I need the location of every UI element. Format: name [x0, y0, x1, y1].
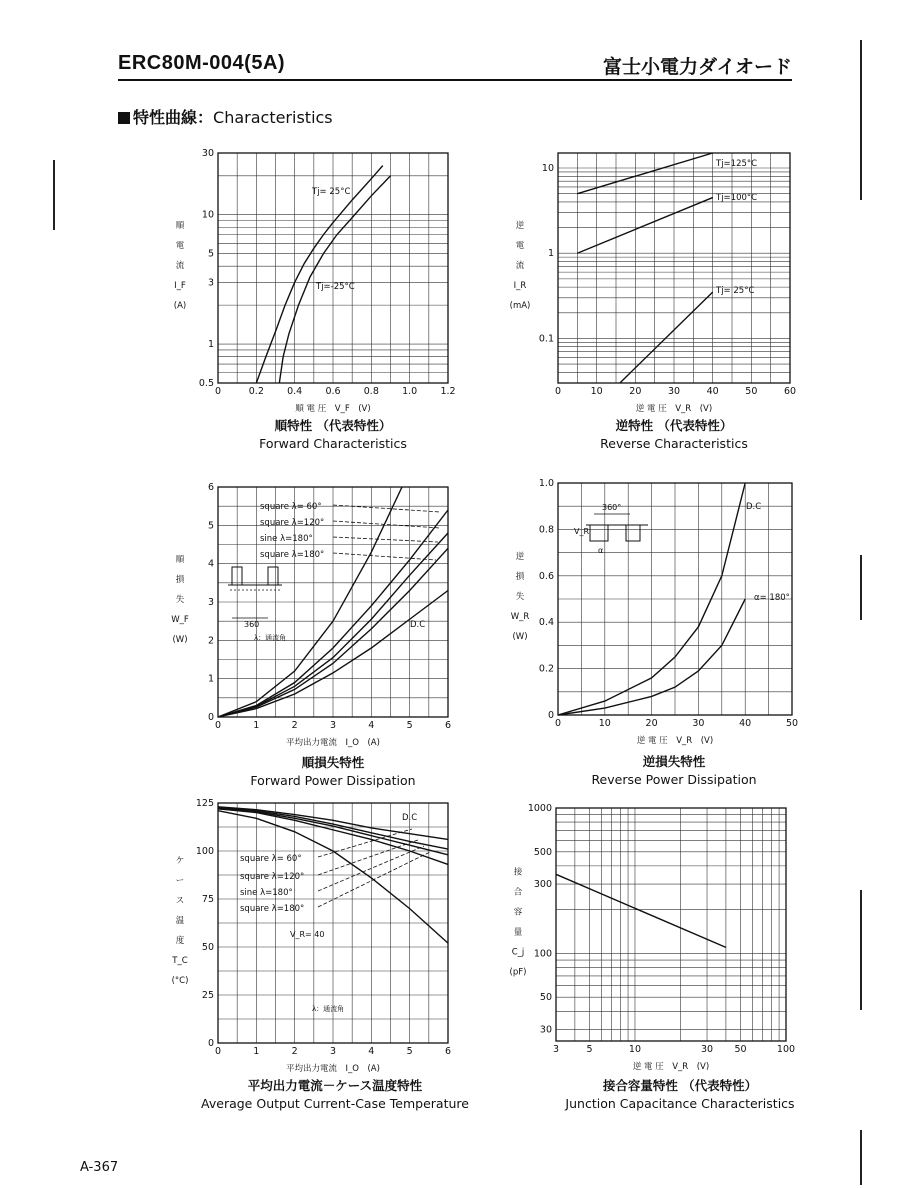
section-title-jp: 特性曲線：	[133, 108, 214, 127]
cap-caption-en: Junction Capacitance Characteristics	[565, 1096, 795, 1111]
cap-y-tick-label: 100	[533, 948, 552, 960]
cap-y-axis-label: C_j	[511, 947, 525, 958]
rpd-y-tick-label: 0.6	[538, 570, 554, 582]
series-label: Tj=-25°C	[316, 282, 355, 292]
fpd-leader-line	[333, 553, 436, 560]
fpd-y-tick-label: 6	[207, 482, 214, 493]
tc-y-axis-label: (°C)	[171, 976, 189, 986]
tc-y-tick-label: 100	[195, 846, 214, 857]
rpd-x-tick-label: 50	[785, 718, 799, 729]
rev-x-tick-label: 10	[590, 386, 603, 397]
waveform-pulse-shape	[268, 567, 278, 585]
fwd-x-tick-label: 0.4	[287, 386, 303, 397]
series-label: Tj=100°C	[716, 193, 758, 203]
rev-y-axis-label: 電	[515, 241, 525, 251]
series-label: square λ=180°	[260, 550, 325, 560]
tc-y-axis-label: ス	[175, 896, 185, 906]
cap-series-line	[556, 874, 726, 947]
fwd-y-axis-label: 電	[175, 241, 185, 251]
cap-x-tick-label: 5	[586, 1044, 593, 1055]
tc-x-axis-label: 平均出力電流 I_O (A)	[286, 1064, 380, 1074]
fwd-y-axis-label: 順	[175, 221, 185, 231]
rpd-x-tick-label: 10	[598, 718, 611, 729]
forward-caption	[218, 417, 448, 453]
series-label: square λ=120°	[240, 872, 305, 882]
tc-y-axis-label: 温	[175, 916, 185, 926]
cap-x-tick-label: 10	[628, 1044, 642, 1055]
fpd-y-tick-label: 0	[207, 712, 214, 723]
fwd-x-tick-label: 1.2	[440, 386, 456, 397]
fpd-x-tick-label: 1	[253, 720, 260, 731]
rpd-x-tick-label: 0	[554, 718, 562, 729]
cap-y-axis-label: 量	[513, 927, 523, 938]
tc-y-tick-label: 25	[201, 990, 214, 1001]
cap-y-tick-label: 30	[539, 1024, 552, 1036]
chart-annotation: 360°	[602, 503, 622, 512]
fwd-y-axis-label: I_F	[174, 281, 186, 291]
tc-y-axis-label: ー	[175, 876, 185, 886]
cap-y-axis-label: 容	[513, 907, 523, 918]
rev-y-tick-label: 1	[547, 248, 554, 260]
rpd-y-axis-label: W_R	[510, 612, 530, 622]
section-title-en: Characteristics	[213, 108, 333, 127]
tc-caption	[190, 1077, 480, 1113]
rev-y-axis-label: 流	[515, 261, 525, 271]
cap-caption	[550, 1077, 810, 1113]
rpd-y-axis-label: (W)	[512, 632, 528, 642]
rpd-y-axis-label: 損	[515, 572, 525, 582]
cap-x-tick-label: 30	[700, 1044, 714, 1055]
rev-x-tick-label: 30	[667, 386, 681, 397]
fpd-y-tick-label: 2	[207, 635, 214, 647]
rev-y-tick-label: 10	[541, 163, 554, 175]
rev-x-tick-label: 40	[706, 386, 719, 397]
reverse-caption	[558, 417, 790, 453]
series-label: D.C	[410, 620, 426, 630]
fwd-y-tick-label: 0.5	[198, 378, 214, 389]
fpd-x-tick-label: 4	[368, 720, 375, 731]
rev-x-tick-label: 0	[554, 386, 562, 397]
tc-y-axis-label: T_C	[172, 956, 188, 966]
rev-y-axis-label: I_R	[513, 281, 527, 291]
rpd-y-tick-label: 0.2	[538, 663, 554, 675]
rpd-y-tick-label: 0.8	[538, 524, 554, 536]
fwd-y-tick-label: 10	[201, 209, 214, 221]
fpd-x-tick-label: 6	[444, 720, 452, 731]
rev-x-tick-label: 60	[783, 386, 797, 397]
tc-y-tick-label: 50	[201, 942, 214, 953]
cap-x-tick-label: 50	[734, 1044, 747, 1055]
series-label: square λ=120°	[260, 518, 325, 528]
fwd-y-tick-label: 3	[207, 277, 214, 289]
cap-caption-jp: 接合容量特性 （代表特性）	[602, 1078, 758, 1093]
rev-series-line	[577, 198, 712, 254]
rpd-x-tick-label: 20	[645, 718, 658, 729]
series-label: Tj= 25°C	[716, 286, 755, 296]
fwd-y-tick-label: 1	[207, 339, 214, 351]
fwd-x-tick-label: 0	[214, 386, 222, 397]
fwd-y-tick-label: 30	[201, 148, 214, 159]
fpd-leader-line	[333, 521, 440, 528]
series-label: Tj= 25°C	[312, 187, 351, 197]
rev-x-tick-label: 20	[629, 386, 642, 397]
chart-annotation: 360	[244, 620, 260, 629]
fpd-y-axis-label: 損	[175, 575, 185, 585]
cap-y-tick-label: 500	[533, 846, 552, 858]
tc-x-tick-label: 4	[368, 1046, 375, 1057]
page-number: A-367	[80, 1160, 119, 1175]
rpd-y-axis-label: 逆	[515, 552, 525, 562]
tc-caption-jp: 平均出力電流－ケース温度特性	[247, 1078, 423, 1093]
fwd-y-tick-label: 5	[207, 248, 214, 260]
series-label: square λ=180°	[240, 904, 305, 914]
series-label: D.C	[746, 502, 762, 512]
chart-annotation: V_R	[574, 527, 590, 536]
cap-y-axis-label: (pF)	[509, 967, 527, 978]
cap-x-tick-label: 100	[776, 1044, 796, 1055]
fpd-caption-jp: 順損失特性	[301, 755, 365, 770]
fwd-x-tick-label: 0.2	[248, 386, 264, 397]
cap-y-tick-label: 50	[539, 992, 552, 1004]
rpd-pulse-shape	[590, 525, 608, 541]
tc-x-tick-label: 6	[444, 1046, 452, 1057]
fpd-y-axis-label: 失	[175, 595, 185, 605]
fpd-x-axis-label: 平均出力電流 I_O (A)	[286, 738, 380, 748]
series-label: sine λ=180°	[260, 534, 313, 544]
forward-caption-jp: 順特性 （代表特性）	[274, 418, 392, 433]
tc-x-tick-label: 3	[329, 1046, 337, 1057]
fpd-y-tick-label: 3	[207, 597, 214, 608]
tc-x-tick-label: 2	[291, 1046, 298, 1057]
tc-y-tick-label: 75	[201, 894, 214, 905]
rev-series-line	[577, 153, 712, 194]
rev-x-tick-label: 50	[745, 386, 758, 397]
rev-y-axis-label: 逆	[515, 221, 525, 231]
chart-annotation: V_R= 40	[290, 930, 325, 939]
rpd-x-axis-label: 逆 電 圧 V_R (V)	[636, 736, 714, 746]
rpd-caption	[556, 753, 792, 789]
rpd-y-tick-label: 0.4	[538, 617, 554, 629]
fpd-x-tick-label: 3	[329, 720, 337, 731]
tc-leader-line	[318, 846, 424, 891]
fpd-caption-en: Forward Power Dissipation	[250, 773, 416, 788]
rev-series-line	[620, 292, 713, 383]
forward-caption-en: Forward Characteristics	[259, 436, 407, 451]
rev-x-axis-label: 逆 電 圧 V_R (V)	[635, 404, 713, 414]
fwd-x-tick-label: 0.6	[325, 386, 341, 397]
rpd-y-tick-label: 0	[547, 710, 554, 721]
cap-y-axis-label: 接	[513, 867, 523, 878]
reverse-caption-en: Reverse Characteristics	[600, 436, 748, 451]
fpd-y-tick-label: 5	[207, 520, 214, 532]
rpd-caption-jp: 逆損失特性	[642, 754, 706, 769]
chart-annotation: λ：通流角	[312, 1005, 345, 1013]
fwd-x-axis-label: 順 電 圧 V_F (V)	[295, 404, 371, 414]
reverse-caption-jp: 逆特性 （代表特性）	[615, 418, 733, 433]
fpd-y-tick-label: 4	[207, 558, 214, 570]
tc-y-tick-label: 125	[195, 798, 214, 809]
fpd-y-axis-label: W_F	[171, 615, 189, 625]
fpd-y-axis-label: (W)	[172, 635, 188, 645]
tc-x-tick-label: 0	[214, 1046, 222, 1057]
fpd-x-tick-label: 0	[214, 720, 222, 731]
cap-x-axis-label: 逆 電 圧 V_R (V)	[632, 1062, 710, 1072]
cap-x-tick-label: 3	[552, 1044, 560, 1055]
cap-y-tick-label: 1000	[527, 803, 552, 814]
cap-y-axis-label: 合	[513, 887, 523, 898]
fwd-x-tick-label: 0.8	[363, 386, 379, 397]
fpd-x-tick-label: 2	[291, 720, 298, 731]
rev-y-tick-label: 0.1	[538, 333, 554, 345]
tc-x-tick-label: 1	[253, 1046, 260, 1057]
tc-y-axis-label: ケ	[175, 856, 185, 866]
series-label: square λ= 60°	[260, 502, 322, 512]
rpd-y-tick-label: 1.0	[538, 478, 554, 489]
fpd-x-tick-label: 5	[406, 720, 413, 731]
fpd-caption	[218, 754, 448, 790]
rpd-y-axis-label: 失	[515, 592, 525, 602]
rpd-x-tick-label: 40	[739, 718, 752, 729]
series-label: Tj=125°C	[716, 159, 758, 169]
rpd-caption-en: Reverse Power Dissipation	[591, 772, 757, 787]
tc-y-axis-label: 度	[175, 936, 185, 946]
tc-caption-en: Average Output Current-Case Temperature	[201, 1096, 469, 1111]
fwd-y-axis-label: 流	[175, 261, 185, 271]
rev-y-axis-label: (mA)	[509, 301, 531, 311]
part-number: ERC80M-004(5A)	[118, 52, 286, 74]
series-label: square λ= 60°	[240, 854, 302, 864]
series-label: sine λ=180°	[240, 888, 293, 898]
fwd-y-axis-label: (A)	[173, 301, 187, 311]
fpd-leader-line	[333, 537, 438, 542]
rpd-x-tick-label: 30	[692, 718, 705, 729]
cap-y-tick-label: 300	[533, 879, 552, 891]
series-label: α= 180°	[754, 593, 790, 603]
series-label: D.C	[402, 813, 418, 823]
tc-y-tick-label: 0	[207, 1038, 214, 1049]
chart-annotation: λ：通流角	[254, 634, 287, 642]
chart-annotation: α	[598, 546, 604, 555]
fpd-y-axis-label: 順	[175, 555, 185, 565]
brand-title: 富士小電力ダイオード	[602, 56, 792, 78]
tc-x-tick-label: 5	[406, 1046, 413, 1057]
fpd-y-tick-label: 1	[207, 673, 214, 685]
fwd-x-tick-label: 1.0	[402, 386, 418, 397]
